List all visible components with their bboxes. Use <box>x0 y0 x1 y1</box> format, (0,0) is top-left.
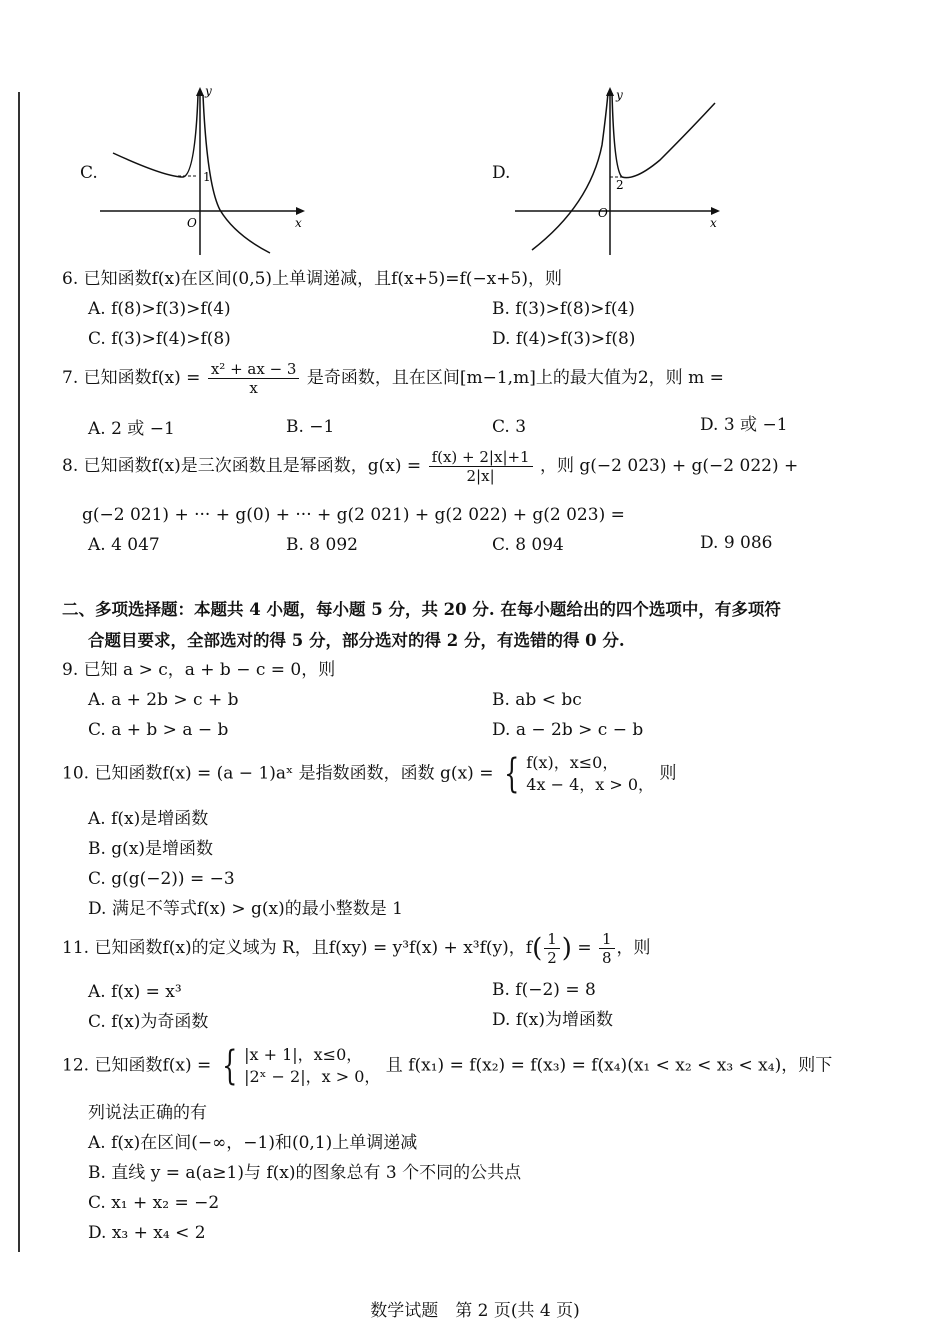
q11-eighth-den: 8 <box>601 949 612 967</box>
q11-option-d: D. f(x)为增函数 <box>492 1010 613 1030</box>
q8-option-d: D. 9 086 <box>700 533 773 553</box>
page-margin-line <box>18 92 20 1252</box>
q12-stem <box>62 1044 832 1088</box>
q12-option-b: B. 直线 y = a(a≥1)与 f(x)的图象总有 3 个不同的公共点 <box>88 1163 522 1183</box>
q11-half-den: 2 <box>547 949 557 967</box>
graph-c-y-label: y <box>205 85 212 98</box>
q12-stem-pre: 12. 已知函数f(x) = <box>62 1055 212 1076</box>
q8-fraction <box>429 448 533 485</box>
q7-option-b: B. −1 <box>286 417 335 437</box>
q10-stem-pre: 10. 已知函数f(x) = (a − 1)aˣ 是指数函数，函数 g(x) = <box>62 763 494 784</box>
q6-option-a: A. f(8)>f(3)>f(4) <box>88 299 231 319</box>
q12-option-a: A. f(x)在区间(−∞，−1)和(0,1)上单调递减 <box>88 1133 418 1153</box>
q11-eq: = <box>577 938 592 958</box>
q10-stem-post: 则 <box>659 763 677 784</box>
q10-cases <box>526 752 654 796</box>
q8-stem-pre: 8. 已知函数f(x)是三次函数且是幂函数，g(x) = <box>62 456 422 476</box>
q8-line2: g(−2 021) + ··· + g(0) + ··· + g(2 021) + g(2 022) + g(2 023) = <box>82 505 625 525</box>
q8-stem <box>62 448 798 485</box>
q12-brace: { <box>221 1043 238 1089</box>
q7-option-c: C. 3 <box>492 417 527 437</box>
q11-eighth-num: 1 <box>599 930 615 949</box>
q10-option-d: D. 满足不等式f(x) > g(x)的最小整数是 1 <box>88 899 403 919</box>
q12-case1: |x + 1|，x≤0， <box>244 1045 363 1064</box>
q12-cases <box>244 1044 380 1088</box>
graph-c-origin: O <box>187 216 197 230</box>
q8-fraction-num: f(x) + 2|x|+1 <box>429 448 533 467</box>
q12-option-d: D. x₃ + x₄ < 2 <box>88 1223 206 1243</box>
q11-option-b: B. f(−2) = 8 <box>492 980 596 1000</box>
q11-stem-pre: 11. 已知函数f(x)的定义域为 R，且f(xy) = y³f(x) + x³f(y)，f <box>62 938 533 958</box>
graph-c-one-label: 1 <box>203 170 211 184</box>
q11-half-num: 1 <box>544 930 560 949</box>
section2-heading-line2: 合题目要求，全部选对的得 5 分，部分选对的得 2 分，有选错的得 0 分. <box>88 631 625 650</box>
q7-fraction-num: x² + ax − 3 <box>208 360 300 379</box>
q8-option-c: C. 8 094 <box>492 535 564 555</box>
q9-option-c: C. a + b > a − b <box>88 720 229 740</box>
q11-option-a: A. f(x) = x³ <box>88 982 182 1002</box>
q11-option-c: C. f(x)为奇函数 <box>88 1012 209 1032</box>
q10-brace: { <box>503 751 520 797</box>
q11-stem-post: ，则 <box>616 938 651 958</box>
graph-d <box>510 85 730 260</box>
q12-stem-post: 且 f(x₁) = f(x₂) = f(x₃) = f(x₄)(x₁ < x₂ < x₃ < x₄)，则下 <box>385 1055 833 1076</box>
q9-option-a: A. a + 2b > c + b <box>88 690 239 710</box>
q11-half <box>544 930 560 967</box>
section2-heading-line1: 二、多项选择题：本题共 4 小题，每小题 5 分，共 20 分. 在每小题给出的四个选项中，有多项符 <box>62 600 781 619</box>
q12-line2: 列说法正确的有 <box>88 1103 207 1123</box>
q7-stem-post: 是奇函数，且在区间[m−1,m]上的最大值为2，则 m = <box>306 368 724 388</box>
graph-d-x-label: x <box>710 216 717 230</box>
q11-stem: 11. 已知函数f(x)的定义域为 R，且f(xy) = y³f(x) + x³f(y)，f( $\frac{1}{2}$ ) = $\frac{1}{8}$ ，则 <box>62 930 651 967</box>
q9-option-b: B. ab < bc <box>492 690 582 710</box>
q11-eighth <box>599 930 615 967</box>
q10-case1: f(x)，x≤0， <box>526 753 619 772</box>
graph-c-x-label: x <box>295 216 302 230</box>
q8-option-a: A. 4 047 <box>88 535 160 555</box>
q10-case2: 4x − 4，x > 0， <box>526 775 655 794</box>
q10-option-a: A. f(x)是增函数 <box>88 809 209 829</box>
q7-option-d: D. 3 或 −1 <box>700 415 788 435</box>
q12-option-c: C. x₁ + x₂ = −2 <box>88 1193 220 1213</box>
graph-d-y-label: y <box>616 88 623 102</box>
graph-c <box>95 85 315 260</box>
q6-stem: 6. 已知函数f(x)在区间(0,5)上单调递减，且f(x+5)=f(−x+5)，则 <box>62 269 562 289</box>
q7-stem-pre: 7. 已知函数f(x) = <box>62 368 201 388</box>
q10-option-b: B. g(x)是增函数 <box>88 839 214 859</box>
q7-fraction <box>208 360 300 397</box>
q6-option-b: B. f(3)>f(8)>f(4) <box>492 299 635 319</box>
q9-stem: 9. 已知 a > c，a + b − c = 0，则 <box>62 660 336 680</box>
q8-stem-post: ，则 g(−2 023) + g(−2 022) + <box>540 456 799 476</box>
q10-stem <box>62 752 676 796</box>
q8-option-b: B. 8 092 <box>286 535 358 555</box>
q6-option-c: C. f(3)>f(4)>f(8) <box>88 329 231 349</box>
graph-d-label: D. <box>492 163 511 183</box>
q6-option-d: D. f(4)>f(3)>f(8) <box>492 329 636 349</box>
q7-fraction-den: x <box>249 379 258 397</box>
q7-option-a: A. 2 或 −1 <box>88 419 175 439</box>
graph-d-origin: O <box>598 206 608 220</box>
q10-option-c: C. g(g(−2)) = −3 <box>88 869 235 889</box>
page-footer: 数学试题 第 2 页(共 4 页) <box>370 1301 580 1321</box>
q7-stem <box>62 360 724 397</box>
graph-d-two-label: 2 <box>616 178 624 192</box>
graph-c-label: C. <box>80 163 98 183</box>
q12-case2: |2ˣ − 2|，x > 0， <box>244 1067 381 1086</box>
q9-option-d: D. a − 2b > c − b <box>492 720 644 740</box>
q8-fraction-den: 2|x| <box>466 467 495 485</box>
